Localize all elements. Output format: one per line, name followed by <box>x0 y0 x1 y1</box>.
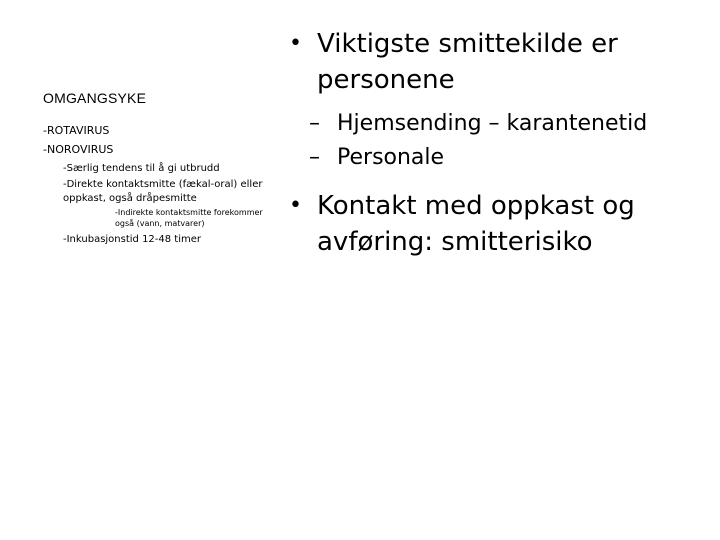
bullet-text: Kontakt med oppkast og avføring: smitterisiko <box>317 191 635 257</box>
list-item-indirect-contact: -Indirekte kontaktsmitte forekommer også (vann, matvarer) <box>115 208 263 228</box>
sub-bullet-sending-home <box>285 108 705 140</box>
bullet-dot-icon: • <box>289 193 302 218</box>
list-item-outbreak-tendency: -Særlig tendens til å gi utbrudd <box>63 162 220 174</box>
sub-bullet-text: Hjemsending – karantenetid <box>337 111 648 136</box>
list-item-direct-contact: -Direkte kontaktsmitte (fækal-oral) eller oppkast, også dråpesmitte <box>63 179 263 204</box>
list-item-incubation: -Inkubasjonstid 12-48 timer <box>63 233 202 245</box>
left-title: OMGANGSYKE <box>43 90 147 106</box>
bullet-dot-icon: • <box>289 31 302 56</box>
list-item-rotavirus: -ROTAVIRUS <box>43 124 110 137</box>
bullet-text: Viktigste smittekilde er personene <box>317 29 618 95</box>
list-item-norovirus: -NOROVIRUS <box>43 142 114 156</box>
left-text-box <box>43 88 273 249</box>
right-text-box <box>285 26 705 266</box>
sub-bullet-text: Personale <box>337 145 445 170</box>
dash-icon: – <box>309 145 320 170</box>
dash-icon: – <box>309 111 320 136</box>
bullet-contact-risk <box>285 188 705 260</box>
bullet-main-source <box>285 26 705 98</box>
sub-bullet-staff <box>285 142 705 174</box>
